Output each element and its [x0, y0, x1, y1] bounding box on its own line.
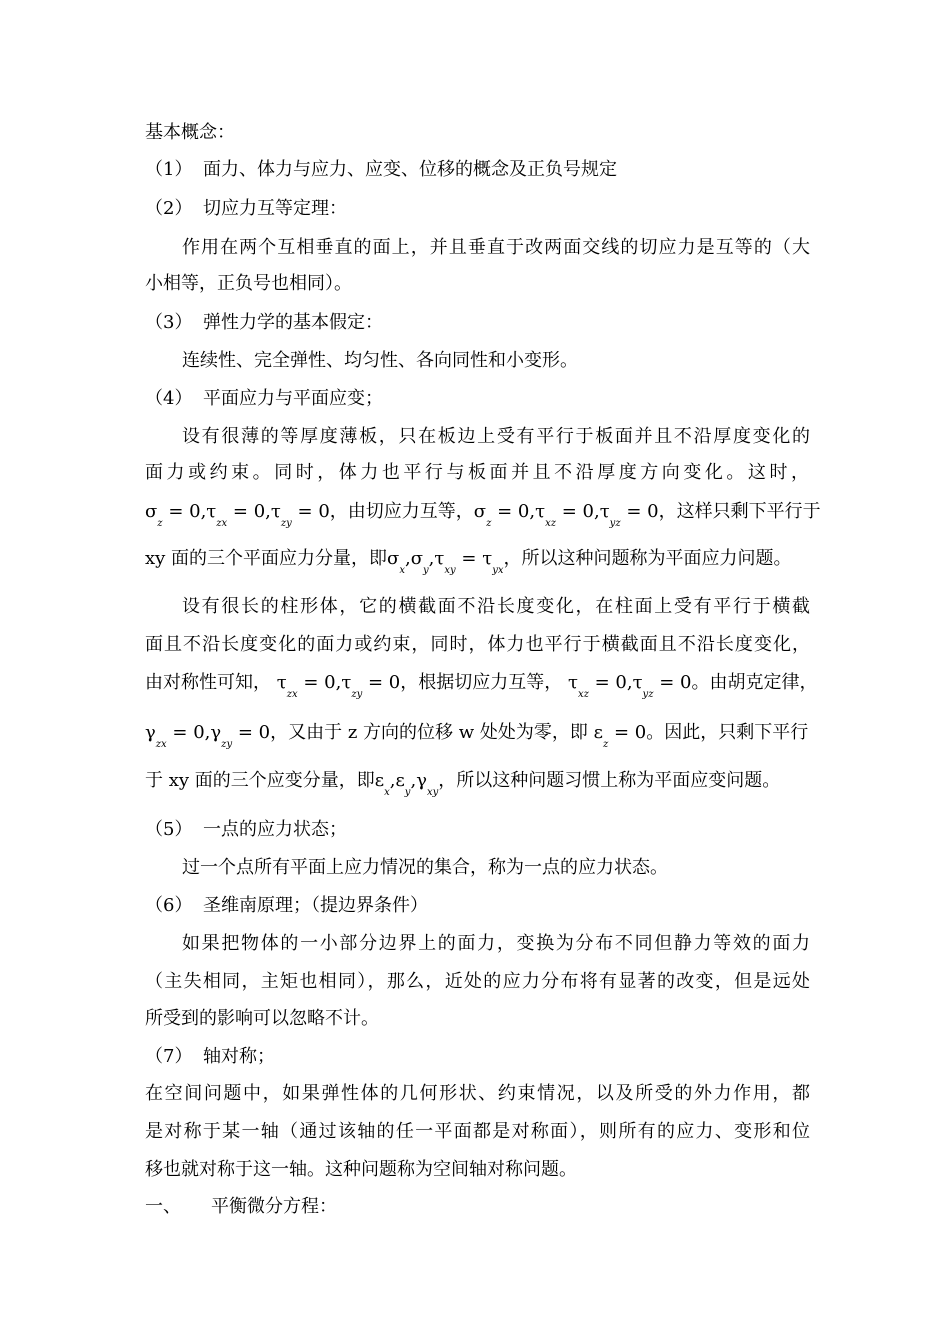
p5-line-4: $\gamma_{zx} = 0,\gamma_{zy} = 0$，又由于 z 方向的位移 w 处处为零，即 $\varepsilon_z = 0$。因此，只剩下平行	[145, 722, 809, 750]
item-5-text: 一点的应力状态；	[203, 819, 347, 840]
item-7	[145, 1044, 810, 1070]
p7-line-1: 如果把物体的一小部分边界上的面力，变换为分布不同但静力等效的面力	[182, 933, 810, 954]
item-2-text: 切应力互等定理：	[203, 198, 347, 219]
p3-line: 连续性、完全弹性、均匀性、各向同性和小变形。	[182, 350, 578, 371]
item-3	[145, 310, 810, 336]
item-5	[145, 817, 810, 843]
p2-line-1: 作用在两个互相垂直的面上，并且垂直于改两面交线的切应力是互等的（大	[182, 237, 810, 258]
p7-line-2: （主失相同，主矩也相同），那么，近处的应力分布将有显著的改变，但是远处	[145, 971, 810, 992]
item-1-text: 面力、体力与应力、应变、位移的概念及正负号规定	[203, 159, 617, 180]
item-6	[145, 893, 810, 919]
gamma-symbol: γ	[145, 722, 156, 743]
p5-line-5: 于 xy 面的三个应变分量，即$\varepsilon_x,\varepsilon_y,\gamma_{xy}$，所以这种问题习惯上称为平面应变问题。	[145, 770, 781, 798]
p5-line-2: 面且不沿长度变化的面力或约束，同时，体力也平行于横截面且不沿长度变化，	[145, 634, 810, 655]
item-7-text: 轴对称；	[203, 1046, 275, 1067]
p4-line-4: xy 面的三个平面应力分量，即$\sigma_x,\sigma_y,\tau_{xy} = \tau_{yx}$，所以这种问题称为平面应力问题。	[145, 548, 792, 576]
p8-line-1: 在空间问题中，如果弹性体的几何形状、约束情况，以及所受的外力作用，都	[145, 1083, 810, 1104]
p5-line-1: 设有很长的柱形体，它的横截面不沿长度变化，在柱面上受有平行于横截	[182, 596, 810, 617]
item-7-num: （7）	[145, 1046, 193, 1067]
item-6-text: 圣维南原理；（提边界条件）	[203, 895, 428, 916]
item-2	[145, 196, 810, 222]
epsilon-symbol: ε	[593, 722, 603, 743]
p4-line-2: 面力或约束。同时，体力也平行与板面并且不沿厚度方向变化。这时，	[145, 462, 810, 483]
p2-line-2: 小相等，正负号也相同）。	[145, 273, 352, 294]
item-4-text: 平面应力与平面应变；	[203, 388, 383, 409]
section-heading	[145, 1194, 810, 1220]
item-2-num: （2）	[145, 198, 193, 219]
section-title: 平衡微分方程：	[211, 1196, 337, 1217]
section-num: 一、	[145, 1196, 181, 1217]
item-5-num: （5）	[145, 819, 193, 840]
item-1	[145, 157, 810, 183]
p8-line-3: 移也就对称于这一轴。这种问题称为空间轴对称问题。	[145, 1159, 577, 1180]
item-1-num: （1）	[145, 159, 193, 180]
item-3-num: （3）	[145, 312, 193, 333]
p7-line-3: 所受到的影响可以忽略不计。	[145, 1008, 379, 1029]
p4-line-1: 设有很薄的等厚度薄板，只在板边上受有平行于板面并且不沿厚度变化的	[182, 426, 810, 447]
p4-line-3: $\sigma_z = 0,\tau_{zx} = 0,\tau_{zy} = 0$，由切应力互等，$\sigma_z = 0,\tau_{xz} = 0,\tau_{yz} = 0$，这样只剩下平行于	[145, 501, 821, 529]
tau-symbol: τ	[206, 501, 217, 522]
item-6-num: （6）	[145, 895, 193, 916]
item-4	[145, 386, 810, 412]
p5-line-3: 由对称性可知， $\tau_{zx} = 0,\tau_{zy} = 0$，根据切应力互等， $\tau_{xz} = 0,\tau_{yz} = 0$。由胡克定律，	[145, 672, 818, 700]
item-3-text: 弹性力学的基本假定：	[203, 312, 383, 333]
p6-line: 过一个点所有平面上应力情况的集合，称为一点的应力状态。	[182, 857, 668, 878]
item-4-num: （4）	[145, 388, 193, 409]
sigma-symbol: σ	[145, 501, 158, 522]
p8-line-2: 是对称于某一轴（通过该轴的任一平面都是对称面），则所有的应力、变形和位	[145, 1121, 810, 1142]
doc-title: 基本概念：	[145, 122, 235, 143]
